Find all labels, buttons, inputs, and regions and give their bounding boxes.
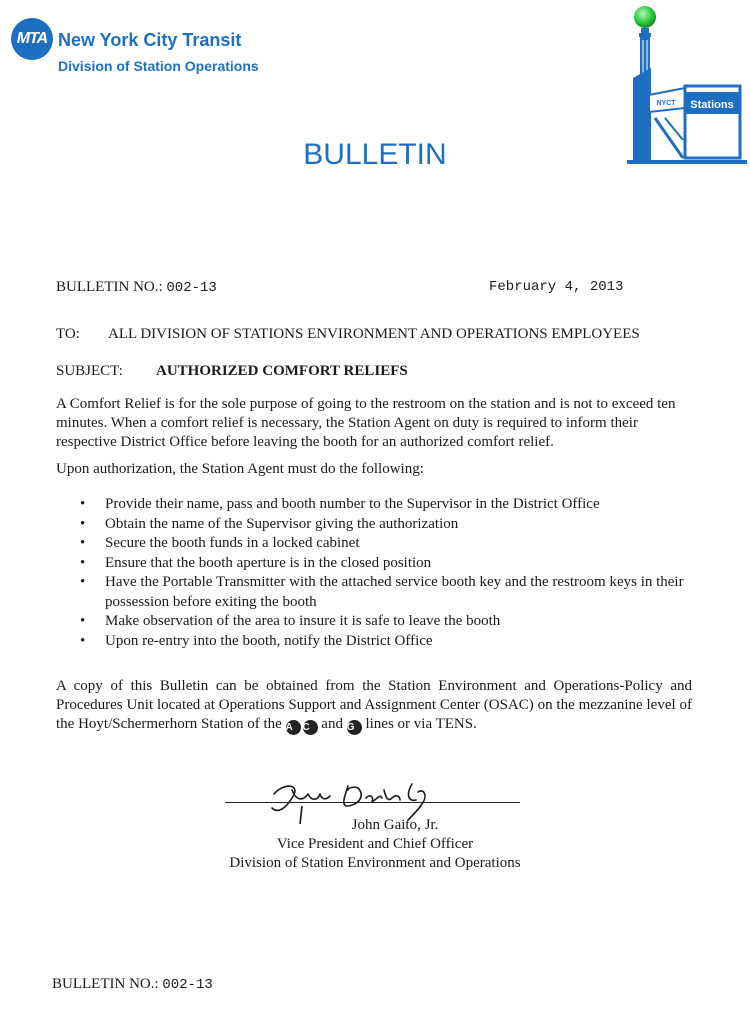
bulletin-number-row <box>56 278 217 298</box>
globe-lamp-icon <box>634 6 656 28</box>
paragraph-bulletin-copy-end: lines or via TENS. <box>365 716 477 732</box>
list-item: • Make observation of the area to insure it is safe to leave the booth <box>70 612 710 632</box>
paragraph-bulletin-copy-and: and <box>321 716 343 732</box>
signatory-title: Vice President and Chief Officer <box>276 836 474 852</box>
list-item: • Upon re-entry into the booth, notify the District Office <box>70 632 710 652</box>
paragraph-authorization: Upon authorization, the Station Agent must do the following: <box>56 461 424 477</box>
paragraph-bulletin-copy <box>56 677 692 735</box>
bulletin-date: February 4, 2013 <box>489 279 624 295</box>
stations-sign-text: Stations <box>690 99 734 111</box>
signatory-name: John Gaito, Jr. <box>351 817 439 833</box>
route-g-icon: G <box>347 720 362 735</box>
bulletin-number-label: BULLETIN NO.: <box>56 279 163 295</box>
list-item: • Provide their name, pass and booth number to the Supervisor in the District Office <box>70 495 710 515</box>
mta-logo-text: MTA <box>16 30 48 47</box>
to-label: TO: <box>56 326 80 342</box>
bulletin-number: 002-13 <box>166 280 217 296</box>
route-a-icon: A <box>286 720 301 735</box>
signatory-block <box>0 816 750 873</box>
bulletin-title: BULLETIN <box>303 138 447 171</box>
to-value: ALL DIVISION OF STATIONS ENVIRONMENT AND OPERATIONS EMPLOYEES <box>108 326 640 342</box>
route-c-icon: C <box>303 720 318 735</box>
footer-bulletin-number-label: BULLETIN NO.: <box>52 976 159 992</box>
paragraph-comfort-relief: A Comfort Relief is for the sole purpose of going to the restroom on the station and is not to exceed ten minutes. When a comfort relief is necessary, the Station Agent on duty is required to inform their respective District Office before leaving the booth for an authorized comfort relief. <box>56 396 676 450</box>
paragraph-bulletin-copy-text: A copy of this Bulletin can be obtained from the Station Environment and Operations-Policy and Procedures Unit located at Operations Support and Assignment Center (OSAC) on the mezzanine level of the Hoyt/Schermerhorn Station of the <box>56 678 692 732</box>
footer-bulletin-number: 002-13 <box>162 977 213 993</box>
org-name: New York City Transit <box>58 30 242 50</box>
list-item: • Secure the booth funds in a locked cabinet <box>70 534 710 554</box>
subject-label: SUBJECT: <box>56 363 123 379</box>
org-division: Division of Station Operations <box>58 58 259 74</box>
footer-bulletin-number-row <box>52 975 213 995</box>
list-item: • Have the Portable Transmitter with the attached service booth key and the restroom keys in their possession before exiting the booth <box>70 573 710 612</box>
signature-line <box>225 802 520 803</box>
procedure-list <box>70 495 710 651</box>
list-item: • Ensure that the booth aperture is in the closed position <box>70 554 710 574</box>
list-item: • Obtain the name of the Supervisor giving the authorization <box>70 515 710 535</box>
signatory-department: Division of Station Environment and Operations <box>229 855 521 871</box>
mta-logo <box>11 18 53 60</box>
subject-value: AUTHORIZED COMFORT RELIEFS <box>156 363 408 379</box>
nyct-sign-text: NYCT <box>656 100 676 107</box>
